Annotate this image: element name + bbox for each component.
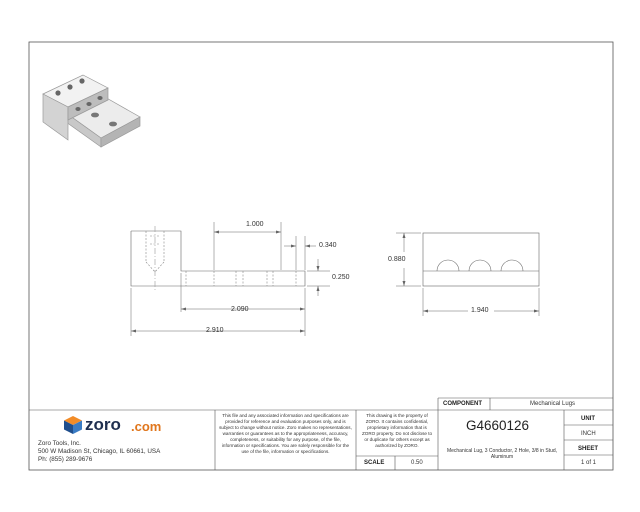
- brand-name: zoro: [85, 415, 121, 434]
- dim-0-250: 0.250: [332, 274, 350, 281]
- dim-1-000: 1.000: [246, 221, 264, 228]
- side-view: [131, 226, 305, 290]
- component-value: Mechanical Lugs: [530, 401, 576, 407]
- dim-1-940: 1.940: [471, 307, 489, 314]
- zoro-logo-icon: [63, 415, 83, 435]
- scale-label: SCALE: [364, 460, 385, 466]
- part-description: Mechanical Lug, 3 Conductor, 2 Hole, 3/8 in Stud, Aluminum: [446, 448, 558, 460]
- dim-0-340: 0.340: [319, 242, 337, 249]
- property-notice: This drawing is the property of ZORO. It contains confidential, proprietary information that is ZORO property. Do not disclose to or duplicate for others except as authorized by ZORO.: [361, 413, 433, 448]
- isometric-view: [43, 75, 140, 147]
- scale-value: 0.50: [411, 460, 423, 466]
- part-number: G4660126: [466, 418, 530, 433]
- company-name: Zoro Tools, Inc.: [38, 440, 81, 447]
- brand-suffix: .com: [131, 419, 162, 434]
- dim-2-910: 2.910: [206, 327, 224, 334]
- unit-value: INCH: [581, 431, 596, 437]
- end-view-dimensions: [396, 233, 539, 316]
- unit-label: UNIT: [581, 416, 595, 422]
- end-view: [423, 233, 539, 286]
- sheet-label: SHEET: [578, 446, 599, 452]
- dim-0-880: 0.880: [388, 256, 406, 263]
- sheet-value: 1 of 1: [581, 460, 597, 466]
- component-label: COMPONENT: [443, 401, 482, 407]
- side-view-dimensions: [131, 222, 330, 336]
- company-phone: Ph: (855) 289-9676: [38, 456, 93, 463]
- company-address: 500 W Madison St, Chicago, IL 60661, USA: [38, 448, 161, 455]
- dim-2-090: 2.090: [231, 306, 249, 313]
- disclaimer-text: This file and any associated information and specifications are provided for reference and evaluation purposes only, and is subject to change without notice. Zoro makes no representations, warranties or guarantees as to the appropriateness, accuracy, completeness, or suitability for any purpose, of the file, information or specifications. You are solely responsible for the use of the file, information or specifications.: [219, 413, 352, 454]
